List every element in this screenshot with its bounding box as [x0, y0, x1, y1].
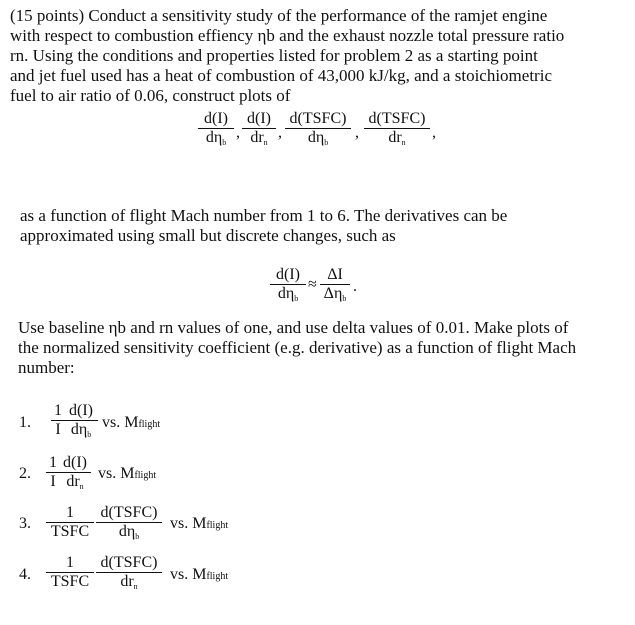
numerator: d(I): [242, 110, 276, 129]
comma: ,: [278, 124, 282, 141]
den-sub: b: [342, 294, 347, 303]
vs-label: [102, 414, 160, 432]
coef-fraction: [46, 504, 94, 541]
den-text: dη: [205, 129, 223, 146]
denominator: [364, 129, 430, 152]
numerator: d(TSFC): [96, 504, 162, 523]
denominator: I: [55, 421, 61, 438]
den-sub: b: [324, 138, 329, 147]
den-text: dη: [70, 421, 88, 438]
intro-line: with respect to combustion effiency ηb and the exhaust nozzle total pressure ratio: [10, 26, 565, 45]
fraction-dI-deta: [198, 110, 234, 152]
deriv-fraction: [64, 402, 98, 444]
vs-text: vs. M: [102, 414, 139, 431]
denominator: [64, 421, 98, 444]
den-sub: b: [87, 430, 92, 439]
intro-line: (15 points) Conduct a sensitivity study of the performance of the ramjet engine: [10, 6, 548, 25]
intro-paragraph: [10, 6, 625, 106]
numerator: d(I): [64, 402, 98, 421]
period: .: [353, 278, 357, 295]
vs-label: [98, 465, 156, 483]
item-number: 2.: [19, 465, 31, 482]
vs-text: vs. M: [98, 465, 135, 482]
fraction-lhs: [270, 266, 306, 308]
baseline-paragraph: [18, 318, 625, 378]
numerator: d(I): [59, 454, 91, 473]
numerator: 1: [46, 554, 94, 573]
coef-fraction: [51, 402, 65, 439]
denominator: [242, 129, 276, 152]
intro-line: and jet fuel used has a heat of combustion of 43,000 kJ/kg, and a stoichiometric: [10, 66, 552, 85]
fraction-dTSFC-dr: [364, 110, 430, 152]
mach-line: approximated using small but discrete changes, such as: [20, 226, 396, 245]
den-text: dr: [66, 473, 80, 490]
numerator: d(I): [198, 110, 234, 129]
denominator: TSFC: [50, 573, 90, 590]
den-sub: b: [135, 532, 140, 541]
den-text: dr: [120, 573, 134, 590]
den-text: dr: [250, 129, 264, 146]
deriv-fraction: [59, 454, 91, 496]
den-sub: n: [133, 582, 138, 591]
denominator: [96, 523, 162, 546]
denominator: [198, 129, 234, 152]
numerator: d(TSFC): [364, 110, 430, 129]
numerator: d(TSFC): [96, 554, 162, 573]
approximation-equation: [0, 266, 635, 312]
den-text: dη: [277, 285, 295, 302]
denominator: [59, 473, 91, 496]
coef-fraction: [46, 554, 94, 591]
vs-subscript: flight: [138, 419, 161, 430]
vs-text: vs. M: [170, 515, 207, 532]
den-text: dη: [307, 129, 325, 146]
den-sub: b: [222, 138, 227, 147]
vs-label: [170, 515, 228, 533]
den-sub: n: [263, 138, 268, 147]
den-text: dr: [388, 129, 402, 146]
deriv-fraction: [96, 554, 162, 596]
item-number: 1.: [19, 414, 31, 431]
denominator: [320, 285, 350, 308]
vs-subscript: flight: [134, 470, 157, 481]
derivatives-equation: [0, 110, 635, 160]
vs-subscript: flight: [206, 571, 229, 582]
den-text: Δη: [323, 285, 343, 302]
intro-line: rn. Using the conditions and properties listed for problem 2 as a starting point: [10, 46, 538, 65]
denominator: TSFC: [50, 523, 90, 540]
vs-text: vs. M: [170, 566, 207, 583]
item-number: 4.: [19, 566, 31, 583]
numerator: d(TSFC): [285, 110, 351, 129]
coef-fraction: [46, 454, 60, 491]
numerator: ΔI: [320, 266, 350, 285]
baseline-line: number:: [18, 358, 75, 377]
den-text: dη: [118, 523, 136, 540]
numerator: 1: [46, 504, 94, 523]
numerator: d(I): [270, 266, 306, 285]
comma: ,: [236, 124, 240, 141]
baseline-line: Use baseline ηb and rn values of one, and use delta values of 0.01. Make plots of: [18, 318, 569, 337]
den-sub: b: [294, 294, 299, 303]
den-sub: n: [401, 138, 406, 147]
fraction-dI-dr: [242, 110, 276, 152]
baseline-line: the normalized sensitivity coefficient (e.g. derivative) as a function of flight Mach: [18, 338, 577, 357]
intro-line: fuel to air ratio of 0.06, construct plots of: [10, 86, 291, 105]
vs-label: [170, 566, 228, 584]
vs-subscript: flight: [206, 520, 229, 531]
fraction-rhs: [320, 266, 350, 308]
denominator: [285, 129, 351, 152]
comma: ,: [355, 124, 359, 141]
approx-symbol: ≈: [308, 276, 317, 293]
fraction-dTSFC-deta: [285, 110, 351, 152]
denominator: I: [50, 473, 56, 490]
numerator: 1: [51, 402, 65, 421]
item-number: 3.: [19, 515, 31, 532]
deriv-fraction: [96, 504, 162, 546]
mach-paragraph: [20, 206, 625, 246]
den-sub: n: [79, 482, 84, 491]
denominator: [270, 285, 306, 308]
denominator: [96, 573, 162, 596]
numerator: 1: [46, 454, 60, 473]
comma: ,: [432, 124, 436, 141]
mach-line: as a function of flight Mach number from 1 to 6. The derivatives can be: [20, 206, 508, 225]
